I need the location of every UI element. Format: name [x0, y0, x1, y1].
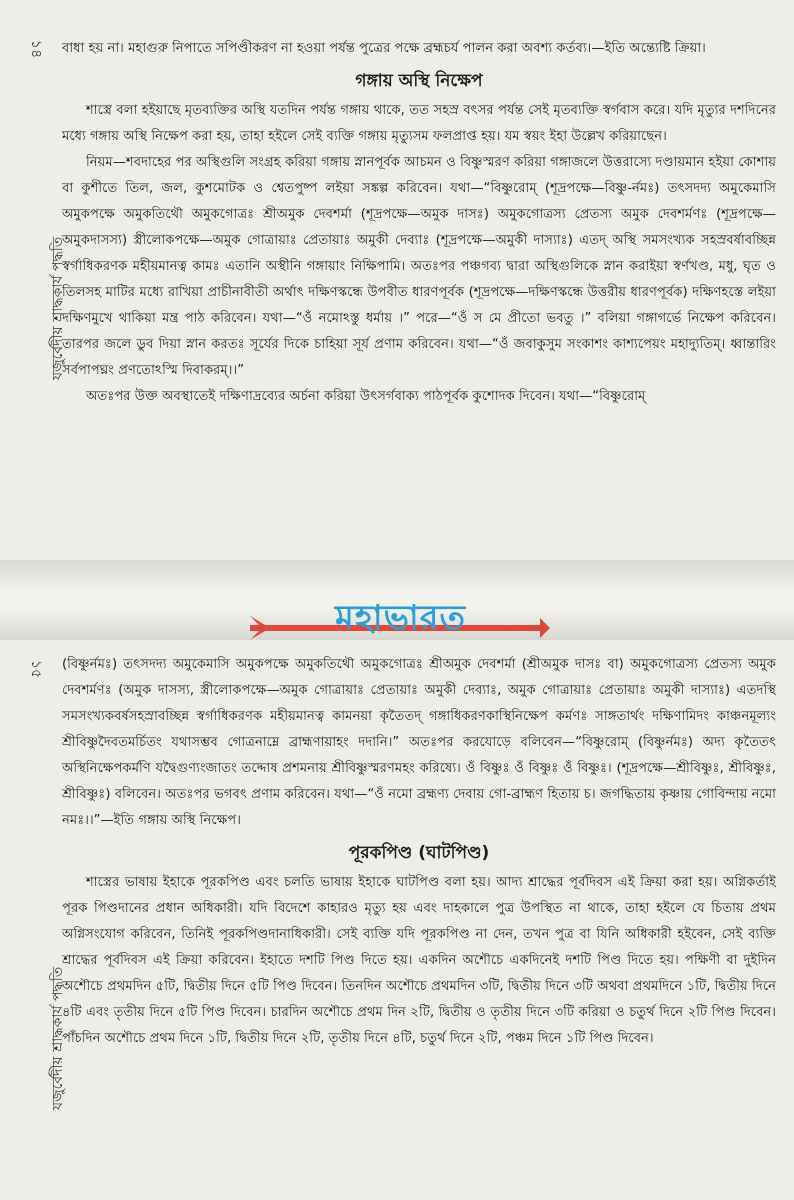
- top-paragraph-1: শাস্ত্রে বলা হইয়াছে মৃতব্যক্তির অস্থি যতদিন পর্যন্ত গঙ্গায় থাকে, তত সহস্র বৎসর পর্যন্ত সেই মৃতব্যক্তি স্বর্গবাস করে। যদি মৃত্যুর দশদিনের মধ্যে গঙ্গায় অস্থি নিক্ষেপ করা হয়, তাহা হইলে সেই ব্যক্তি গঙ্গায় মৃত্যুসম ফলপ্রাপ্ত হয়। যম স্বয়ং ইহা উল্লেখ করিয়াছেন।: [62, 103, 776, 144]
- logo-text: মহাভারত: [335, 598, 467, 638]
- bottom-page: [0, 640, 794, 1200]
- bottom-page-number: ১৫: [28, 660, 44, 679]
- top-page-number: ১৪: [28, 40, 44, 59]
- bottom-paragraph-1: (বিষ্ণুর্নমঃ) তৎসদদ্য অমুকেমাসি অমুকপক্ষে অমুকতিথৌ অমুকগোত্রঃ শ্রীঅমুক দেবশর্মা (শ্রীঅমুক দাসঃ বা) অমুকগোত্রস্য প্রেতস্য অমুক দেবশর্মণঃ (অমুক দাসস্য, স্ত্রীলোকপক্ষে—অমুক গোত্রায়াঃ প্রেতায়াঃ অমুকী দেব্যাঃ, অমুক গোত্রায়াঃ প্রেতায়াঃ অমুকী দাস্যাঃ) এতদস্থি সমসংখ্যকবর্ষসহস্রাবচ্ছিন্ন স্বর্গাধিকরণক মহীয়মানত্ব কামনয়া কৃতৈতদ্ গঙ্গাধিকরণকাস্থিনিক্ষেপ কর্মণঃ সাঙ্গতার্থং দক্ষিণামিদং কাঞ্চনমূল্যং শ্রীবিষ্ণুদৈবতমর্চিতং যথাসম্ভব গোত্রনাম্নে ব্রাহ্মণায়াহং দদানি।” অতঃপর করযোড়ে বলিবেন—“বিষ্ণুরোম্ (বিষ্ণুর্নমঃ) অদ্য কৃতৈতৎ অস্থিনিক্ষেপকর্মণি যদ্বৈগুণ্যংজাতং তদ্দোষ প্রশমনায় শ্রীবিষ্ণুস্মরণমহং করিষ্যে। ওঁ বিষ্ণুঃ ওঁ বিষ্ণুঃ ওঁ বিষ্ণুঃ। (শূদ্রপক্ষে—শ্রীবিষ্ণুঃ, শ্রীবিষ্ণুঃ, শ্রীবিষ্ণুঃ) বলিবেন। অতঃপর ভগবৎ প্রণাম করিবেন। যথা—“ওঁ নমো ব্রহ্মণ্য দেবায় গো-ব্রাহ্মণ হিতায় চ। জগদ্ধিতায় কৃষ্ণায় গোবিন্দায় নমো নমঃ।।”—ইতি গঙ্গায় অস্থি নিক্ষেপ।: [62, 657, 776, 828]
- bottom-paragraph-2: শাস্ত্রের ভাষায় ইহাকে পূরকপিণ্ড এবং চলতি ভাষায় ইহাকে ঘাটপিণ্ড বলা হয়। আদ্য শ্রাদ্ধের পূর্বদিবস এই ক্রিয়া করা হয়। অগ্নিকর্তাই পূরক পিণ্ডদানের প্রধান অধিকারী। যদি বিদেশে কাহারও মৃত্যু হয় এবং দাহকালে পুত্র উপস্থিত না থাকে, তাহা হইলে যে চিতায় প্রথম অগ্নিসংযোগ করিবেন, তিনিই পূরকপিণ্ডদানাধিকারী। সেই ব্যক্তি যদি পূরকপিণ্ড না দেন, তখন পুত্র বা যিনি অধিকারী হইবেন, সেই ব্যক্তি শ্রাদ্ধের পূর্বদিবস এই ক্রিয়া করিবেন। ইহাতে দশটি পিণ্ড দিতে হয়। একদিন অশৌচে একদিনেই দশটি পিণ্ড দিতে হয়। পক্ষিণী বা দুইদিন অশৌচে প্রথমদিন ৫টি, দ্বিতীয় দিনে ৫টি পিণ্ড দিবেন। তিনদিন অশৌচে প্রথমদিন ৩টি, দ্বিতীয় দিনে ৩টি অথবা প্রথমদিনে ১টি, দ্বিতীয় দিনে ৪টি এবং তৃতীয় দিনে ৫টি পিণ্ড দিবেন। চারদিন অশৌচে প্রথম দিন ২টি, দ্বিতীয় ও তৃতীয় দিনে ৩টি করিয়া ও চতুর্থ দিনে ২টি পিণ্ড দিবেন। পাঁচদিন অশৌচে প্রথম দিনে ১টি, দ্বিতীয় দিনে ২টি, তৃতীয় দিনে ৪টি, চতুর্থ দিনে ২টি, পঞ্চম দিনে ১টি পিণ্ড দিবেন।: [62, 875, 776, 1046]
- top-intro: বাধা হয় না। মহাগুরু নিপাতে সপিণ্ডীকরণ না হওয়া পর্যন্ত পুত্রের পক্ষে ব্রহ্মচর্য পালন করা অবশ্য কর্তব্য।—ইতি অন্ত্যেষ্টি ক্রিয়া।: [62, 41, 706, 56]
- top-margin: [18, 0, 66, 560]
- bottom-heading: পূরকপিণ্ড (ঘাটপিণ্ড): [348, 843, 490, 863]
- top-running-title: যজুর্বেদীয় শ্রাদ্ধকার্য পদ্ধতি: [50, 236, 66, 380]
- top-paragraph-3: অতঃপর উক্ত অবস্থাতেই দক্ষিণাদ্রব্যের অর্চনা করিয়া উৎসর্গবাক্য পাঠপূর্বক কুশোদক দিবেন। যথা—“বিষ্ণুরোম্: [86, 389, 646, 404]
- bottom-running-title: যজুর্বেদীয় শ্রাদ্ধকার্য পদ্ধতি: [50, 966, 66, 1110]
- top-text-body: [62, 36, 776, 410]
- top-page: [0, 0, 794, 560]
- top-heading: গঙ্গায় অস্থি নিক্ষেপ: [355, 71, 483, 91]
- top-paragraph-2: নিয়ম—শবদাহের পর অস্থিগুলি সংগ্রহ করিয়া গঙ্গায় স্নানপূর্বক আচমন ও বিষ্ণুস্মরণ করিয়া গঙ্গাজলে উত্তরাস্যে দণ্ডায়মান হইয়া কোশায় বা কুশীতে তিল, জল, কুশমোটক ও শ্বেতপুষ্প লইয়া সঙ্কল্প করিবেন। যথা—“বিষ্ণুরোম্ (শূদ্রপক্ষে—বিষ্ণু-র্নমঃ) তৎসদদ্য অমুকেমাসি অমুকপক্ষে অমুকতিথৌ অমুকগোত্রঃ শ্রীঅমুক দেবশর্মা (শূদ্রপক্ষে—অমুক দাসঃ) অমুকগোত্রস্য প্রেতস্য অমুক দেবশর্মণঃ (শূদ্রপক্ষে—অমুকদাসস্য) স্ত্রীলোকপক্ষে—অমুক গোত্রায়াঃ প্রেতায়াঃ অমুকী দেব্যাঃ (শূদ্রপক্ষে—অমুকী দাস্যাঃ) এতদ্ অস্থি সমসংখ্যক সহস্রবর্ষাবচ্ছিন্ন স্বর্গাধিকরণক মহীয়মানত্ব কামঃ এতানি অস্থীনি গঙ্গায়াং নিক্ষিপামি। অতঃপর পঞ্চগব্য দ্বারা অস্থিগুলিকে স্নান করাইয়া স্বর্ণখণ্ড, মধু, ঘৃত ও তিলসহ মাটির মধ্যে রাখিয়া প্রাচীনাবীতী অর্থাৎ দক্ষিণস্কন্ধে উপবীত ধারণপূর্বক (শূদ্রপক্ষে—দক্ষিণস্কন্ধে উত্তরীয় ধারণপূর্বক) দক্ষিণহস্তে লইয়া দক্ষিণমুখে থাকিয়া মন্ত্র পাঠ করিবেন। যথা—“ওঁ নমোঽস্তু ধর্মায় ।” পরে—“ওঁ স মে প্রীতো ভবতু ।” বলিয়া গঙ্গাগর্ভে নিক্ষেপ করিবেন। তারপর জলে ডুব দিয়া স্নান করতঃ সূর্যের দিকে চাহিয়া সূর্য প্রণাম করিবেন। যথা—“ওঁ জবাকুসুম সংকাশং কাশ্যপেয়ং মহাদ্যুতিম্। ধ্বান্তারিং সর্বপাপঘ্নং প্রণতোঽস্মি দিবাকরম্।।”: [62, 155, 776, 378]
- bottom-margin: [18, 640, 66, 1200]
- bottom-text-body: [62, 652, 776, 1052]
